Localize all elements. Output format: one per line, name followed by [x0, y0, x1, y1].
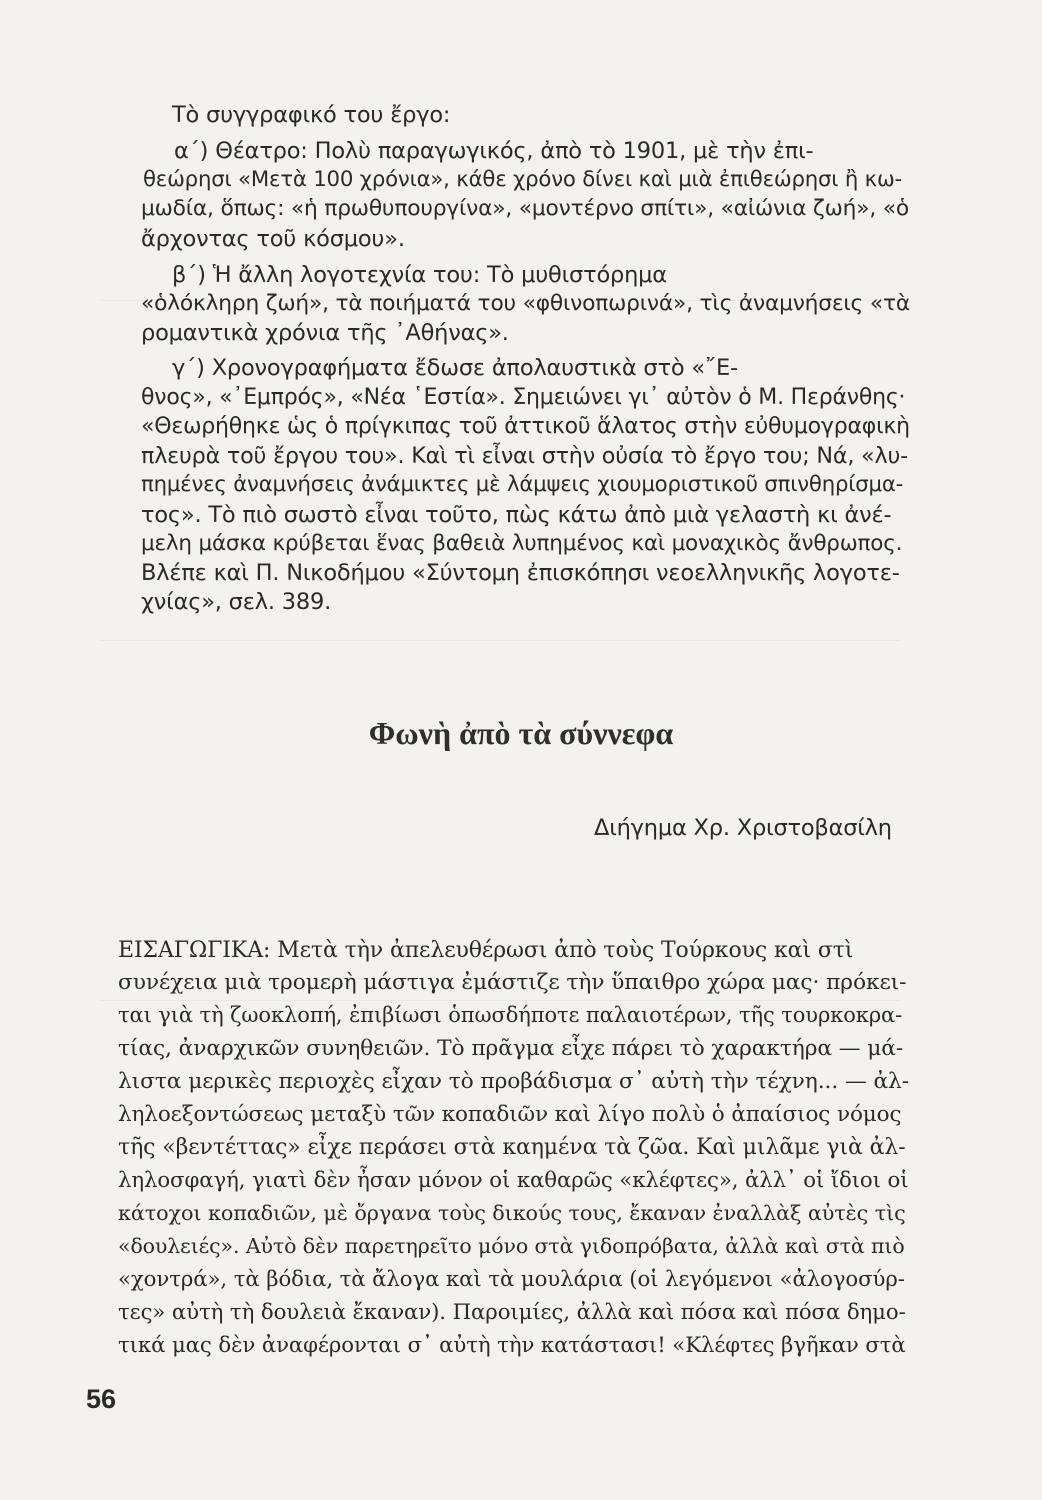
text-line: γ΄) Χρονογραφήματα ἔδωσε ἀπολαυστικὰ στὸ «῎Ε- [172, 355, 738, 381]
text-line: ληλοεξοντώσεως μεταξὺ τῶν κοπαδιῶν καὶ λίγο πολὺ ὁ ἀπαίσιος νόμος [118, 1102, 902, 1127]
text-line: τικά μας δὲν ἀναφέρονται σ᾿ αὐτὴ τὴν κατάστασι! «Κλέφτες βγῆκαν στὰ [118, 1333, 906, 1358]
text-line: ται γιὰ τὴ ζωοκλοπή, ἐπιβίωσι ὁπωσδήποτε παλαιοτέρων, τῆς τουρκοκρα- [118, 1003, 903, 1027]
text-line: τίας, ἀναρχικῶν συνηθειῶν. Τὸ πρᾶγμα εἶχε πάρει τὸ χαρακτήρα — μά- [118, 1036, 904, 1061]
text-line: τος». Τὸ πιὸ σωστὸ εἶναι τοῦτο, πὼς κάτω ἀπὸ μιὰ γελαστὴ κι ἀνέ- [141, 502, 892, 528]
text-line: ληλοσφαγή, γιατὶ δὲν ἦσαν μόνον οἱ καθαρῶς «κλέφτες», ἀλλ᾿ οἱ ἴδιοι οἱ [118, 1168, 909, 1193]
text-line: μελη μάσκα κρύβεται ἕνας βαθειὰ λυπημένος καὶ μοναχικὸς ἄνθρωπος. [141, 531, 903, 556]
text-line: «Θεωρήθηκε ὡς ὁ πρίγκιπας τοῦ ἀττικοῦ ἅλατος στὴν εὐθυμογραφικὴ [141, 414, 910, 439]
text-line: μωδία, ὅπως: «ἡ πρωθυπουργίνα», «μοντέρνο σπίτι», «αἰώνια ζωή», «ὁ [141, 196, 909, 221]
text-line: θνος», «᾿Εμπρός», «Νέα ῾Εστία». Σημειώνει γι᾿ αὐτὸν ὁ Μ. Περάνθης· [141, 385, 906, 410]
text-line: ἄρχοντας τοῦ κόσμου». [141, 226, 405, 252]
text-line: ρομαντικὰ χρόνια τῆς ᾿Αθήνας». [141, 320, 509, 346]
text-line: β΄) Ἡ ἄλλη λογοτεχνία του: Τὸ μυθιστόρημα [172, 262, 667, 288]
text-line: τῆς «βεντέττας» εἶχε περάσει στὰ καημένα τὰ ζῶα. Καὶ μιλᾶμε γιὰ ἀλ- [118, 1135, 906, 1160]
text-line: κάτοχοι κοπαδιῶν, μὲ ὄργανα τοὺς δικούς τους, ἔκαναν ἐναλλὰξ αὐτὲς τὶς [118, 1201, 906, 1225]
text-line: πημένες ἀναμνήσεις ἀνάμικτες μὲ λάμψεις χιουμοριστικοῦ σπινθηρίσμα- [141, 472, 904, 497]
text-line: «ὁλόκληρη ζωή», τὰ ποιήματά του «φθινοπωρινά», τὶς ἀναμνήσεις «τὰ [141, 291, 910, 316]
text-line: α΄) Θέατρο: Πολὺ παραγωγικός, ἀπὸ τὸ 1901, μὲ τὴν ἐπι- [174, 138, 814, 164]
text-line: «χοντρά», τὰ βόδια, τὰ ἄλογα καὶ τὰ μουλάρια (οἱ λεγόμενοι «ἀλογοσύρ- [118, 1267, 905, 1292]
text-line: Βλέπε καὶ Π. Νικοδήμου «Σύντομη ἐπισκόπησι νεοελληνικῆς λογοτε- [141, 560, 900, 586]
text-line: θεώρησι «Μετὰ 100 χρόνια», κάθε χρόνο δίνει καὶ μιὰ ἐπιθεώρησι ἢ κω- [143, 167, 903, 192]
text-line: λιστα μερικὲς περιοχὲς εἶχαν τὸ προβάδισμα σ᾿ αὐτὴ τὴν τέχνη... — ἀλ- [118, 1069, 909, 1094]
story-title: Φωνὴ ἀπὸ τὰ σύννεφα [368, 715, 674, 751]
page-number: 56 [86, 1384, 117, 1414]
text-line: «δουλειές». Αὐτὸ δὲν παρετηρεῖτο μόνο στὰ γιδοπρόβατα, ἀλλὰ καὶ στὰ πιὸ [118, 1234, 905, 1258]
text-line: συνέχεια μιὰ τρομερὴ μάστιγα ἐμάστιζε τὴν ὕπαιθρο χώρα μας· πρόκει- [118, 970, 907, 995]
text-line: πλευρὰ τοῦ ἔργου του». Καὶ τὶ εἶναι στὴν οὐσία τὸ ἔργο του; Νά, «λυ- [141, 443, 908, 469]
text-line: χνίας», σελ. 389. [141, 589, 332, 615]
text-line: τες» αὐτὴ τὴ δουλειὰ ἔκαναν). Παροιμίες, ἀλλὰ καὶ πόσα καὶ πόσα δημο- [118, 1300, 906, 1325]
story-byline: Διήγημα Χρ. Χριστοβασίλη [594, 815, 892, 841]
text-line: ΕΙΣΑΓΩΓΙΚΑ: Μετὰ τὴν ἀπελευθέρωσι ἀπὸ τοὺς Τούρκους καὶ στὶ [118, 938, 854, 963]
section-heading: Τὸ συγγραφικό του ἔργο: [172, 102, 451, 128]
